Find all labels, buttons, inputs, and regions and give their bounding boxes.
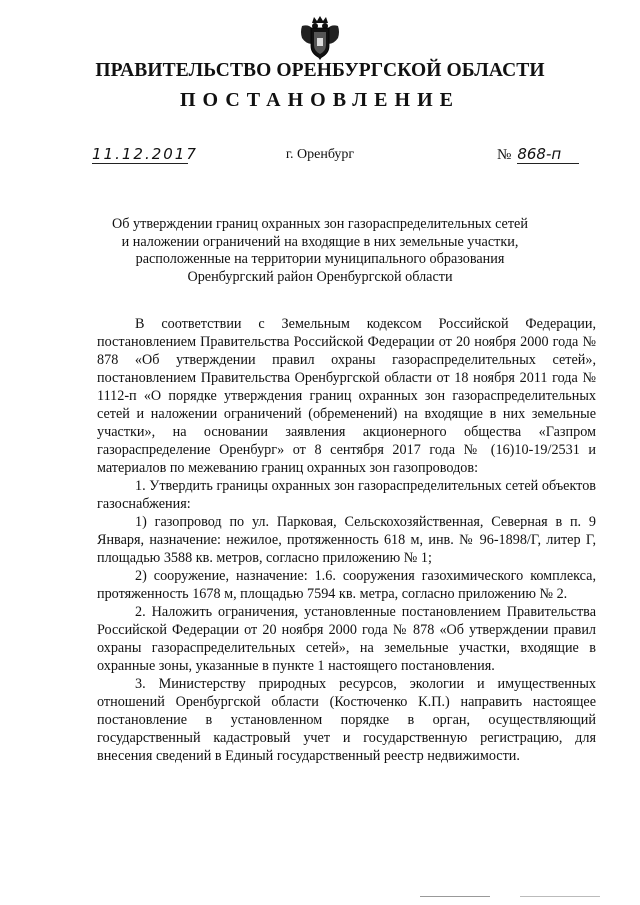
number-label: №: [497, 147, 512, 163]
title-line: Оренбургский район Оренбургской области: [187, 268, 453, 285]
document-type: ПОСТАНОВЛЕНИЕ: [180, 89, 460, 111]
title-line: и наложении ограничений на входящие в них земельные участки,: [121, 233, 519, 250]
document-number: [497, 145, 579, 165]
bottom-mark: [520, 896, 600, 897]
organization-name: ПРАВИТЕЛЬСТВО ОРЕНБУРГСКОЙ ОБЛАСТИ: [95, 60, 545, 81]
document-date: 11.12.2017: [92, 145, 198, 163]
bottom-mark: [420, 896, 490, 897]
document-body: [97, 315, 596, 765]
item-1-2-paragraph: 2) сооружение, назначение: 1.6. сооружения газохимического комплекса, протяженность 1678 м, площадью 7594 кв. метра, согласно приложению № 2.: [97, 568, 596, 602]
item-2-paragraph: 2. Наложить ограничения, установленные постановлением Правительства Российской Федерации от 20 ноября 2000 года № 878 «Об утверждении правил охраны газораспределительных сетей», на земельные участки, входящие в охранные зоны, указанные в пункте 1 настоящего постановления.: [97, 604, 596, 674]
item-3-paragraph: 3. Министерству природных ресурсов, экологии и имущественных отношений Оренбургской области (Костюченко К.П.) направить настоящее постановление в установленном порядке в орган, осуществляющий государственный кадастровый учет и государственную регистрацию, для внесения сведений в Единый государственный реестр недвижимости.: [97, 676, 596, 764]
item-1-paragraph: 1. Утвердить границы охранных зон газораспределительных сетей объектов газоснабжения:: [97, 478, 596, 512]
title-line: Об утверждении границ охранных зон газораспределительных сетей: [112, 216, 528, 232]
item-1-1-paragraph: 1) газопровод по ул. Парковая, Сельскохозяйственная, Северная в п. 9 Января, назначение: нежилое, протяженность 618 м, инв. № 96-1898/Г, литер Г, площадью 3588 кв. метров, согласно приложению № 1;: [97, 514, 596, 566]
coat-of-arms-icon: [298, 14, 342, 60]
title-line: расположенные на территории муниципального образования: [135, 251, 505, 268]
document-city: г. Оренбург: [285, 147, 355, 162]
number-value: 868-п: [517, 145, 579, 164]
preamble-paragraph: В соответствии с Земельным кодексом Российской Федерации, постановлением Правительства Российской Федерации от 20 ноября 2000 года № 878 «Об утверждении правил охраны газораспределительных сетей», постановлением Правительства Оренбургской области от 18 ноября 2011 года № 1112-п «О порядке утверждения границ охранных зон газораспределительных сетей и наложении ограничений (обременений) на входящие в них земельные участки», на основании заявления акционерного общества «Газпром газораспределение Оренбург» от 8 сентября 2017 года № (16)10-19/2531 и материалов по межеванию границ охранных зон газопроводов:: [97, 316, 596, 476]
document-title: [0, 216, 640, 286]
